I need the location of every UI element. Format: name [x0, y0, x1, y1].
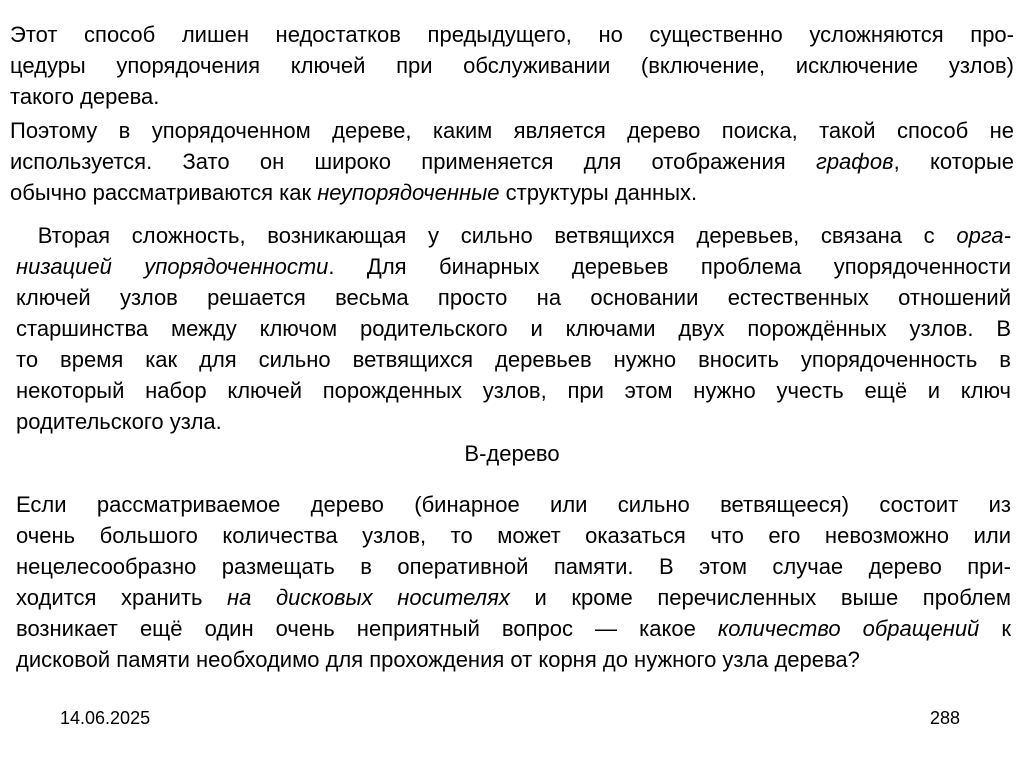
text-line: Если рассматриваемое дерево (бинарное или сильно ветвящееся) состоит из [16, 492, 1011, 517]
text-run: структуры данных. [499, 180, 698, 205]
section-heading: B-дерево [464, 441, 560, 466]
text-line: Этот способ лишен недостатков предыдущего, но существенно усложняются про- [10, 22, 1014, 47]
italic-term-ordering: низацией упорядоченности [16, 254, 329, 279]
text-line: Поэтому в упорядоченном дереве, каким является дерево поиска, такой способ не [10, 118, 1014, 143]
text-line [16, 220, 1011, 251]
text-run: и кроме перечисленных выше проблем [509, 585, 1011, 610]
text-line: очень большого количества узлов, то может оказаться что его невозможно или [16, 523, 1011, 548]
text-run: используется. Зато он широко применяется для отображения [10, 149, 816, 174]
text-line: такого дерева. [10, 84, 160, 109]
italic-term-organization: орга- [956, 223, 1011, 248]
text-line [16, 582, 1011, 613]
italic-term-disk-media: на дисковых носителях [227, 585, 510, 610]
text-line [10, 177, 1014, 208]
text-run: ходится хранить [16, 585, 228, 610]
footer-date: 14.06.2025 [60, 708, 151, 728]
text-run: . Для бинарных деревьев проблема упорядоченности [328, 254, 1012, 279]
paragraph-3 [16, 220, 1011, 437]
page-number: 288 [930, 708, 961, 728]
text-line: родительского узла. [16, 409, 222, 434]
paragraph-2 [10, 115, 1014, 208]
text-line [16, 613, 1011, 644]
text-line: старшинства между ключом родительского и ключами двух порождённых узлов. В [16, 316, 1011, 341]
paragraph-4 [16, 489, 1011, 675]
text-line [10, 146, 1014, 177]
text-run: , которые [893, 149, 1014, 174]
text-line: то время как для сильно ветвящихся деревьев нужно вносить упорядоченность в [16, 347, 1011, 372]
italic-term-unordered: неупорядоченные [317, 180, 500, 205]
text-run: возникает ещё один очень неприятный вопрос — какое [16, 616, 718, 641]
text-line [16, 251, 1011, 282]
text-line: дисковой памяти необходимо для прохождения от корня до нужного узла дерева? [16, 647, 860, 672]
text-line: некоторый набор ключей порожденных узлов, при этом нужно учесть ещё и ключ [16, 378, 1011, 403]
paragraph-1 [10, 19, 1014, 112]
italic-term-access-count: количество обращений [717, 616, 980, 641]
italic-term-graphs: графов [815, 149, 894, 174]
text-line: ключей узлов решается весьма просто на основании естественных отношений [16, 285, 1011, 310]
text-run: Вторая сложность, возникающая у сильно ветвящихся деревьев, связана с [37, 223, 957, 248]
text-run: к [979, 616, 1011, 641]
text-line: цедуры упорядочения ключей при обслуживании (включение, исключение узлов) [10, 53, 1014, 78]
text-run: обычно рассматриваются как [10, 180, 318, 205]
text-line: нецелесообразно размещать в оперативной памяти. В этом случае дерево при- [16, 554, 1011, 579]
